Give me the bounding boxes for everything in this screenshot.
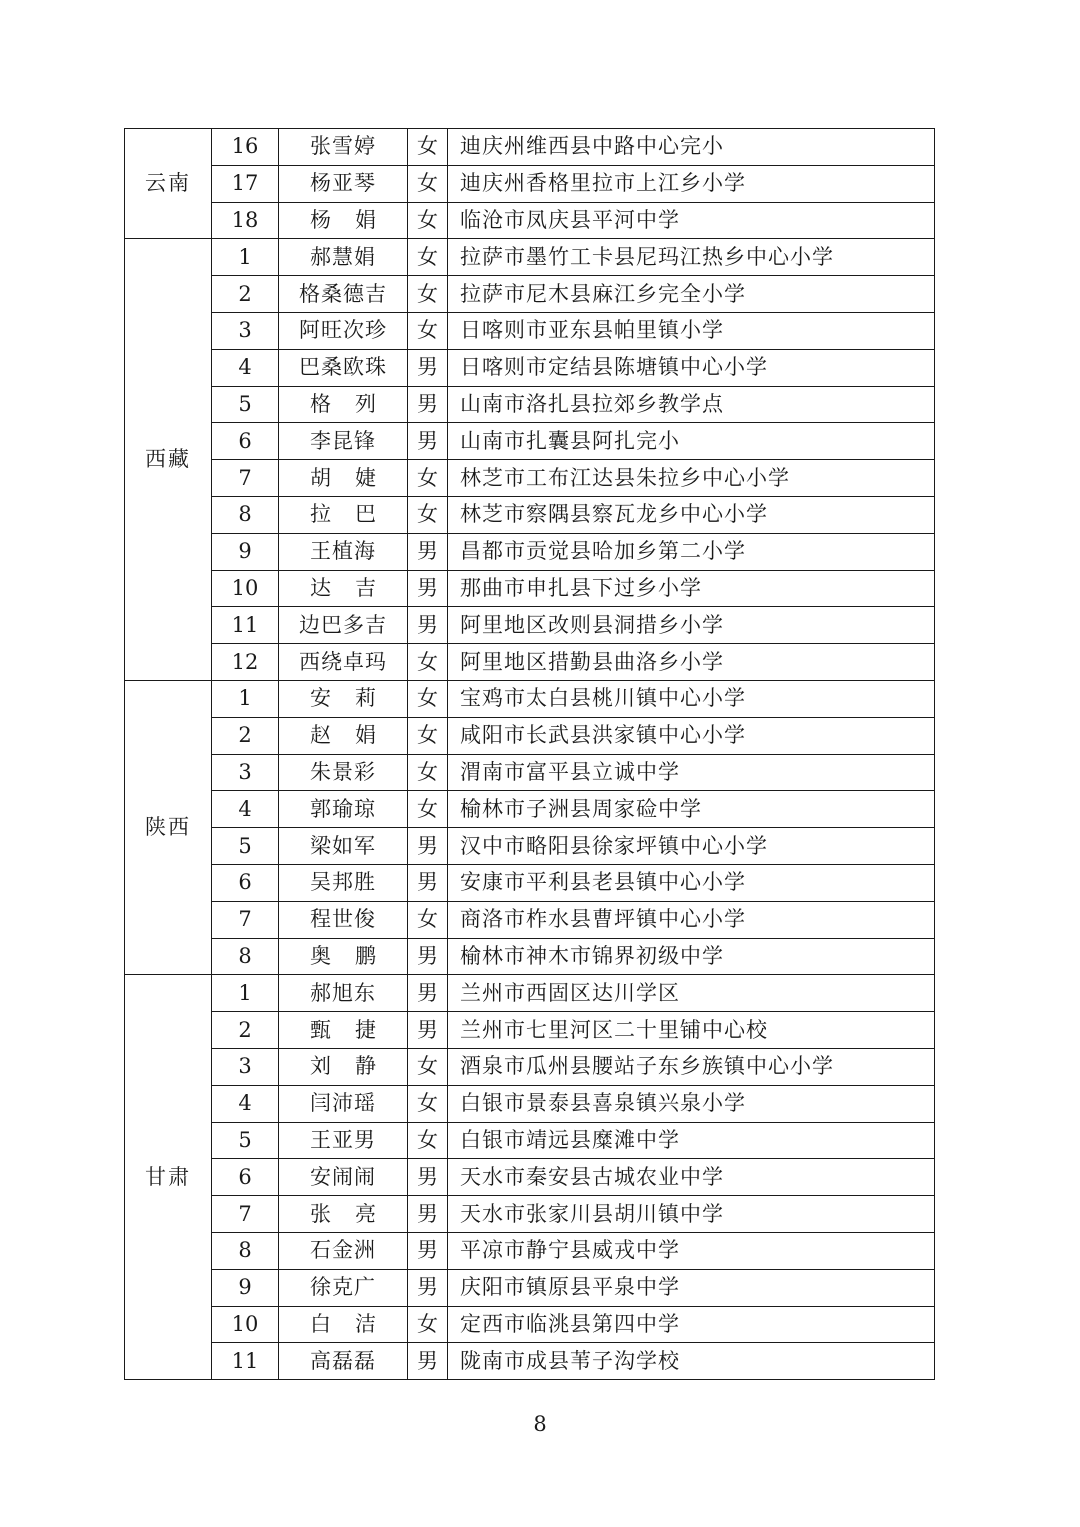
gender-cell: 男	[408, 1012, 448, 1049]
table-row	[125, 312, 935, 349]
name-cell: 胡婕	[279, 460, 408, 497]
name-cell: 郭瑜琼	[279, 791, 408, 828]
number-cell: 2	[212, 717, 279, 754]
table-row	[125, 129, 935, 166]
school-cell: 渭南市富平县立诚中学	[448, 754, 935, 791]
table-row	[125, 754, 935, 791]
school-cell: 拉萨市尼木县麻江乡完全小学	[448, 276, 935, 313]
gender-cell: 女	[408, 496, 448, 533]
gender-cell: 男	[408, 607, 448, 644]
table-row	[125, 1269, 935, 1306]
number-cell: 5	[212, 386, 279, 423]
gender-cell: 女	[408, 202, 448, 239]
table-row	[125, 791, 935, 828]
number-cell: 3	[212, 312, 279, 349]
name-cell: 程世俊	[279, 901, 408, 938]
province-cell: 西藏	[125, 239, 212, 681]
table-row	[125, 1306, 935, 1343]
school-cell: 那曲市申扎县下过乡小学	[448, 570, 935, 607]
school-cell: 阿里地区改则县洞措乡小学	[448, 607, 935, 644]
number-cell: 17	[212, 165, 279, 202]
number-cell: 3	[212, 754, 279, 791]
number-cell: 7	[212, 1196, 279, 1233]
school-cell: 平凉市静宁县威戎中学	[448, 1232, 935, 1269]
table-row	[125, 276, 935, 313]
school-cell: 天水市秦安县古城农业中学	[448, 1159, 935, 1196]
table-row	[125, 1343, 935, 1380]
gender-cell: 女	[408, 165, 448, 202]
table-row	[125, 1048, 935, 1085]
name-cell: 达吉	[279, 570, 408, 607]
number-cell: 1	[212, 680, 279, 717]
number-cell: 6	[212, 423, 279, 460]
table-row	[125, 680, 935, 717]
gender-cell: 男	[408, 423, 448, 460]
table-row	[125, 607, 935, 644]
number-cell: 5	[212, 828, 279, 865]
number-cell: 11	[212, 1343, 279, 1380]
number-cell: 11	[212, 607, 279, 644]
gender-cell: 男	[408, 975, 448, 1012]
number-cell: 2	[212, 1012, 279, 1049]
table-row	[125, 864, 935, 901]
teacher-list-body	[125, 129, 935, 1380]
gender-cell: 女	[408, 460, 448, 497]
school-cell: 白银市景泰县喜泉镇兴泉小学	[448, 1085, 935, 1122]
school-cell: 陇南市成县苇子沟学校	[448, 1343, 935, 1380]
name-cell: 李昆锋	[279, 423, 408, 460]
gender-cell: 女	[408, 754, 448, 791]
name-cell: 张亮	[279, 1196, 408, 1233]
gender-cell: 男	[408, 570, 448, 607]
gender-cell: 男	[408, 864, 448, 901]
school-cell: 昌都市贡觉县哈加乡第二小学	[448, 533, 935, 570]
school-cell: 榆林市子洲县周家硷中学	[448, 791, 935, 828]
number-cell: 7	[212, 460, 279, 497]
name-cell: 杨亚琴	[279, 165, 408, 202]
name-cell: 阿旺次珍	[279, 312, 408, 349]
school-cell: 临沧市凤庆县平河中学	[448, 202, 935, 239]
gender-cell: 男	[408, 1232, 448, 1269]
gender-cell: 男	[408, 533, 448, 570]
name-cell: 高磊磊	[279, 1343, 408, 1380]
table-row	[125, 975, 935, 1012]
table-row	[125, 533, 935, 570]
school-cell: 白银市靖远县糜滩中学	[448, 1122, 935, 1159]
school-cell: 商洛市柞水县曹坪镇中心小学	[448, 901, 935, 938]
gender-cell: 女	[408, 239, 448, 276]
school-cell: 迪庆州维西县中路中心完小	[448, 129, 935, 166]
gender-cell: 女	[408, 901, 448, 938]
province-cell: 甘肃	[125, 975, 212, 1380]
name-cell: 甄捷	[279, 1012, 408, 1049]
name-cell: 刘静	[279, 1048, 408, 1085]
name-cell: 王植海	[279, 533, 408, 570]
name-cell: 朱景彩	[279, 754, 408, 791]
gender-cell: 男	[408, 828, 448, 865]
number-cell: 8	[212, 938, 279, 975]
school-cell: 山南市扎囊县阿扎完小	[448, 423, 935, 460]
gender-cell: 女	[408, 129, 448, 166]
name-cell: 张雪婷	[279, 129, 408, 166]
name-cell: 杨娟	[279, 202, 408, 239]
page-number: 8	[533, 1412, 547, 1436]
school-cell: 汉中市略阳县徐家坪镇中心小学	[448, 828, 935, 865]
number-cell: 9	[212, 533, 279, 570]
table-row	[125, 1232, 935, 1269]
name-cell: 石金洲	[279, 1232, 408, 1269]
name-cell: 巴桑欧珠	[279, 349, 408, 386]
gender-cell: 男	[408, 1269, 448, 1306]
school-cell: 日喀则市定结县陈塘镇中心小学	[448, 349, 935, 386]
number-cell: 16	[212, 129, 279, 166]
number-cell: 8	[212, 496, 279, 533]
table-row	[125, 496, 935, 533]
gender-cell: 女	[408, 1048, 448, 1085]
name-cell: 奥鹏	[279, 938, 408, 975]
school-cell: 山南市洛扎县拉郊乡教学点	[448, 386, 935, 423]
school-cell: 安康市平利县老县镇中心小学	[448, 864, 935, 901]
gender-cell: 男	[408, 938, 448, 975]
table-row	[125, 901, 935, 938]
gender-cell: 女	[408, 680, 448, 717]
province-cell: 云南	[125, 129, 212, 239]
name-cell: 徐克广	[279, 1269, 408, 1306]
name-cell: 边巴多吉	[279, 607, 408, 644]
school-cell: 日喀则市亚东县帕里镇小学	[448, 312, 935, 349]
number-cell: 2	[212, 276, 279, 313]
province-cell: 陕西	[125, 680, 212, 974]
number-cell: 6	[212, 864, 279, 901]
table-row	[125, 1159, 935, 1196]
gender-cell: 女	[408, 717, 448, 754]
number-cell: 18	[212, 202, 279, 239]
name-cell: 拉巴	[279, 496, 408, 533]
name-cell: 安闹闹	[279, 1159, 408, 1196]
school-cell: 林芝市察隅县察瓦龙乡中心小学	[448, 496, 935, 533]
table-row	[125, 1085, 935, 1122]
school-cell: 兰州市西固区达川学区	[448, 975, 935, 1012]
table-row	[125, 717, 935, 754]
number-cell: 4	[212, 791, 279, 828]
school-cell: 庆阳市镇原县平泉中学	[448, 1269, 935, 1306]
name-cell: 郝慧娟	[279, 239, 408, 276]
table-row	[125, 165, 935, 202]
school-cell: 拉萨市墨竹工卡县尼玛江热乡中心小学	[448, 239, 935, 276]
school-cell: 林芝市工布江达县朱拉乡中心小学	[448, 460, 935, 497]
number-cell: 3	[212, 1048, 279, 1085]
gender-cell: 女	[408, 276, 448, 313]
table-row	[125, 570, 935, 607]
number-cell: 1	[212, 975, 279, 1012]
gender-cell: 男	[408, 1196, 448, 1233]
school-cell: 兰州市七里河区二十里铺中心校	[448, 1012, 935, 1049]
number-cell: 9	[212, 1269, 279, 1306]
gender-cell: 男	[408, 386, 448, 423]
name-cell: 白洁	[279, 1306, 408, 1343]
number-cell: 7	[212, 901, 279, 938]
gender-cell: 男	[408, 349, 448, 386]
number-cell: 12	[212, 644, 279, 681]
table-row	[125, 938, 935, 975]
school-cell: 天水市张家川县胡川镇中学	[448, 1196, 935, 1233]
name-cell: 郝旭东	[279, 975, 408, 1012]
name-cell: 西绕卓玛	[279, 644, 408, 681]
school-cell: 酒泉市瓜州县腰站子东乡族镇中心小学	[448, 1048, 935, 1085]
table-row	[125, 644, 935, 681]
name-cell: 梁如军	[279, 828, 408, 865]
number-cell: 5	[212, 1122, 279, 1159]
gender-cell: 女	[408, 1085, 448, 1122]
number-cell: 1	[212, 239, 279, 276]
number-cell: 6	[212, 1159, 279, 1196]
gender-cell: 女	[408, 1306, 448, 1343]
gender-cell: 男	[408, 1343, 448, 1380]
table-row	[125, 239, 935, 276]
number-cell: 8	[212, 1232, 279, 1269]
name-cell: 格列	[279, 386, 408, 423]
name-cell: 闫沛瑶	[279, 1085, 408, 1122]
table-row	[125, 202, 935, 239]
table-row	[125, 423, 935, 460]
gender-cell: 女	[408, 312, 448, 349]
school-cell: 宝鸡市太白县桃川镇中心小学	[448, 680, 935, 717]
school-cell: 定西市临洮县第四中学	[448, 1306, 935, 1343]
name-cell: 吴邦胜	[279, 864, 408, 901]
name-cell: 格桑德吉	[279, 276, 408, 313]
table-row	[125, 1196, 935, 1233]
gender-cell: 男	[408, 1159, 448, 1196]
school-cell: 榆林市神木市锦界初级中学	[448, 938, 935, 975]
number-cell: 10	[212, 570, 279, 607]
table-row	[125, 1012, 935, 1049]
name-cell: 安莉	[279, 680, 408, 717]
gender-cell: 女	[408, 791, 448, 828]
school-cell: 迪庆州香格里拉市上江乡小学	[448, 165, 935, 202]
table-row	[125, 460, 935, 497]
table-row	[125, 349, 935, 386]
school-cell: 咸阳市长武县洪家镇中心小学	[448, 717, 935, 754]
school-cell: 阿里地区措勤县曲洛乡小学	[448, 644, 935, 681]
table-row	[125, 386, 935, 423]
teacher-list-table	[124, 128, 935, 1380]
name-cell: 王亚男	[279, 1122, 408, 1159]
number-cell: 4	[212, 349, 279, 386]
number-cell: 10	[212, 1306, 279, 1343]
table-row	[125, 1122, 935, 1159]
number-cell: 4	[212, 1085, 279, 1122]
table-row	[125, 828, 935, 865]
gender-cell: 女	[408, 1122, 448, 1159]
name-cell: 赵娟	[279, 717, 408, 754]
gender-cell: 女	[408, 644, 448, 681]
